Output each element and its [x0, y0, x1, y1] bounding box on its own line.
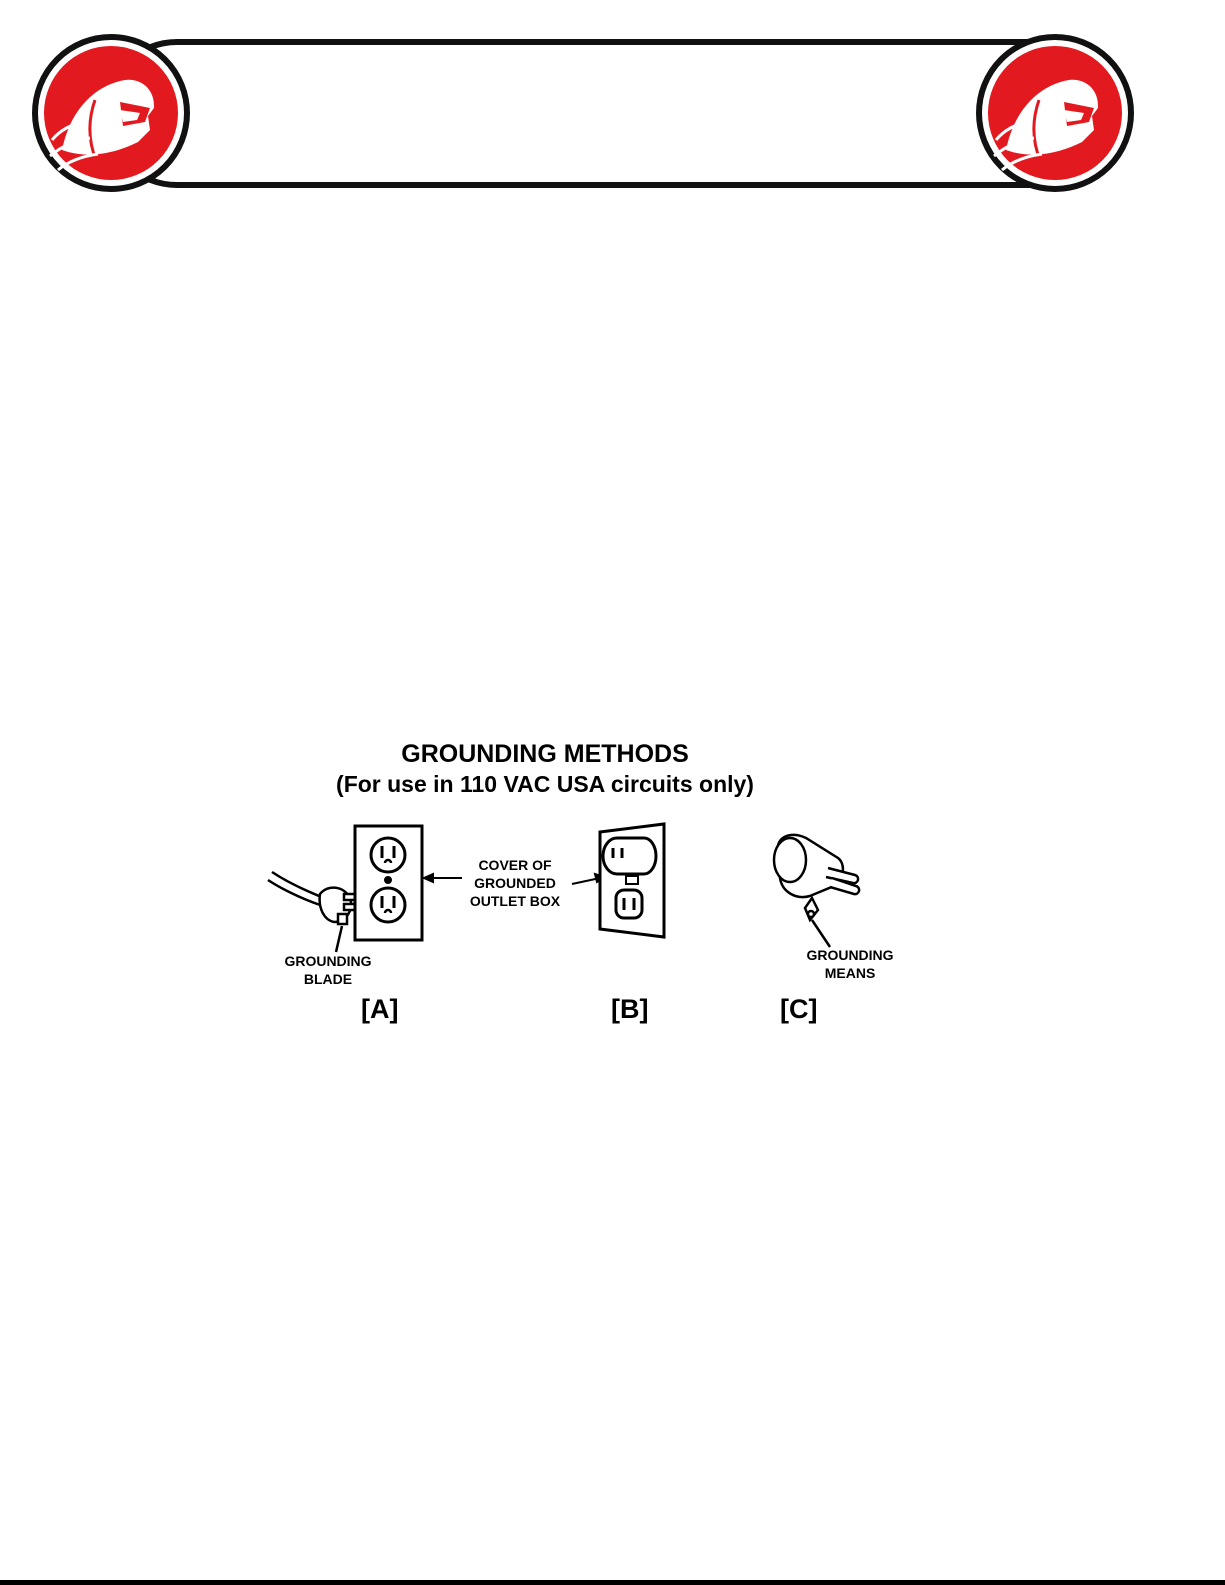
panel-label-a: [A] — [361, 994, 399, 1024]
header-bar — [105, 42, 1115, 185]
footer-rule — [0, 1580, 1225, 1585]
panel-label-c: [C] — [780, 994, 818, 1024]
grounding-adapter-icon — [774, 835, 859, 947]
header-banner — [0, 0, 1225, 200]
grounding-methods-illustration — [250, 730, 950, 1040]
grounding-blade-label: GROUNDING BLADE — [284, 953, 372, 987]
figure-subtitle: (For use in 110 VAC USA circuits only) — [336, 771, 754, 797]
figure-title: GROUNDING METHODS — [401, 740, 689, 768]
grounded-duplex-outlet-icon — [355, 826, 422, 940]
right-knight-helmet-logo-icon — [979, 37, 1131, 189]
panel-label-b: [B] — [611, 994, 649, 1024]
three-prong-plug-icon — [268, 872, 358, 952]
outlet-with-adapter-icon — [600, 824, 664, 937]
grounding-methods-figure — [250, 730, 950, 1040]
cover-of-grounded-outlet-box-label: COVER OF GROUNDED OUTLET BOX — [469, 857, 561, 909]
grounding-means-label: GROUNDING MEANS — [806, 947, 894, 981]
left-knight-helmet-logo-icon — [35, 37, 187, 189]
